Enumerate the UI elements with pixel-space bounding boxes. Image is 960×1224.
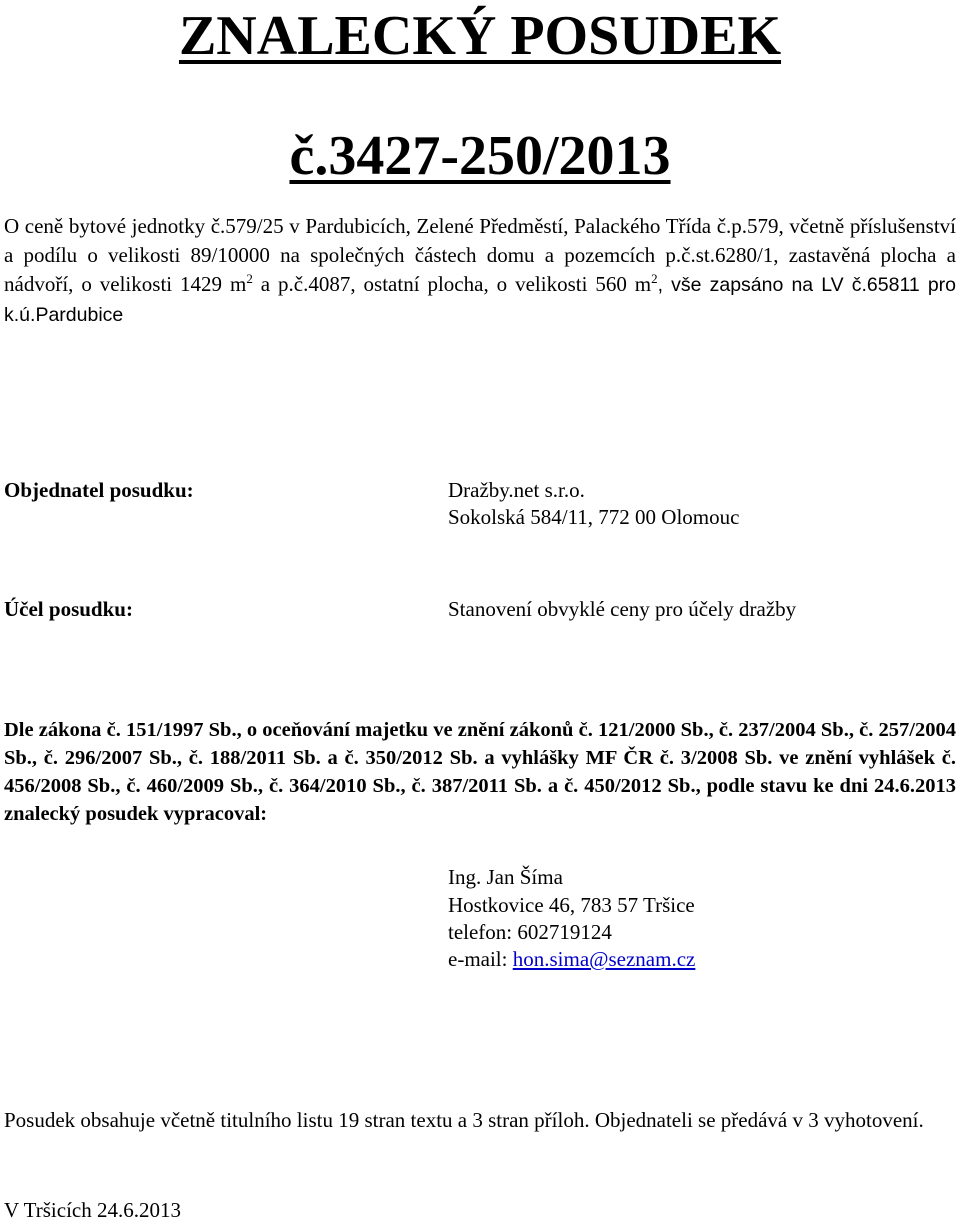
law-basis-paragraph: Dle zákona č. 151/1997 Sb., o oceňování majetku ve znění zákonů č. 121/2000 Sb., č. 237/2004 Sb., č. 257/2004 Sb., č. 296/2007 Sb., č. 188/2011 Sb. a č. 350/2012 Sb. a vyhlášky MF ČR č. 3/2008 Sb. ve znění vyhlášek č. 456/2008 Sb., č. 460/2009 Sb., č. 364/2010 Sb., č. 387/2011 Sb. a č. 450/2012 Sb., podle stavu ke dni 24.6.2013 znalecký posudek vypracoval:	[4, 719, 956, 825]
subject-text-3: , vše zapsáno na LV č.65811 pro k.ú.	[4, 274, 956, 326]
subject-text-2: a p.č.4087, ostatní plocha, o velikosti 560 m	[252, 272, 652, 296]
expert-address: Hostkovice 46, 783 57 Tršice	[448, 893, 695, 917]
expert-phone: telefon: 602719124	[448, 920, 612, 944]
place-date: V Tršicích 24.6.2013	[4, 1198, 181, 1222]
superscript-2: 2	[651, 271, 658, 286]
purpose-label: Účel posudku:	[4, 597, 133, 621]
email-label: e-mail:	[448, 947, 513, 971]
document-number: č.3427-250/2013	[289, 125, 671, 187]
orderer-label: Objednatel posudku:	[4, 478, 194, 502]
document-note: Posudek obsahuje včetně titulního listu 19 stran textu a 3 stran příloh. Objednateli se předává v 3 vyhotovení.	[4, 1108, 924, 1132]
superscript-2: 2	[246, 271, 253, 286]
document-title: ZNALECKÝ POSUDEK	[178, 5, 782, 67]
subject-paragraph	[4, 212, 956, 330]
expert-email-line	[448, 945, 695, 973]
orderer-address: Sokolská 584/11, 772 00 Olomouc	[448, 505, 740, 529]
orderer-name: Dražby.net s.r.o.	[448, 478, 585, 502]
purpose-value: Stanovení obvyklé ceny pro účely dražby	[448, 597, 797, 621]
email-link[interactable]: hon.sima@seznam.cz	[512, 947, 696, 971]
expert-name: Ing. Jan Šíma	[448, 865, 563, 889]
subject-text-4: Pardubice	[35, 304, 124, 326]
subject-text-1: O ceně bytové jednotky č.579/25 v Pardubicích, Zelené Předměstí, Palackého Třída č.p.579, včetně příslušenství a podílu o velikosti 89/10000 na společných částech domu a pozemcích p.č.st.6280/1, zastavěná plocha a nádvoří, o velikosti 1429 m	[4, 214, 956, 296]
